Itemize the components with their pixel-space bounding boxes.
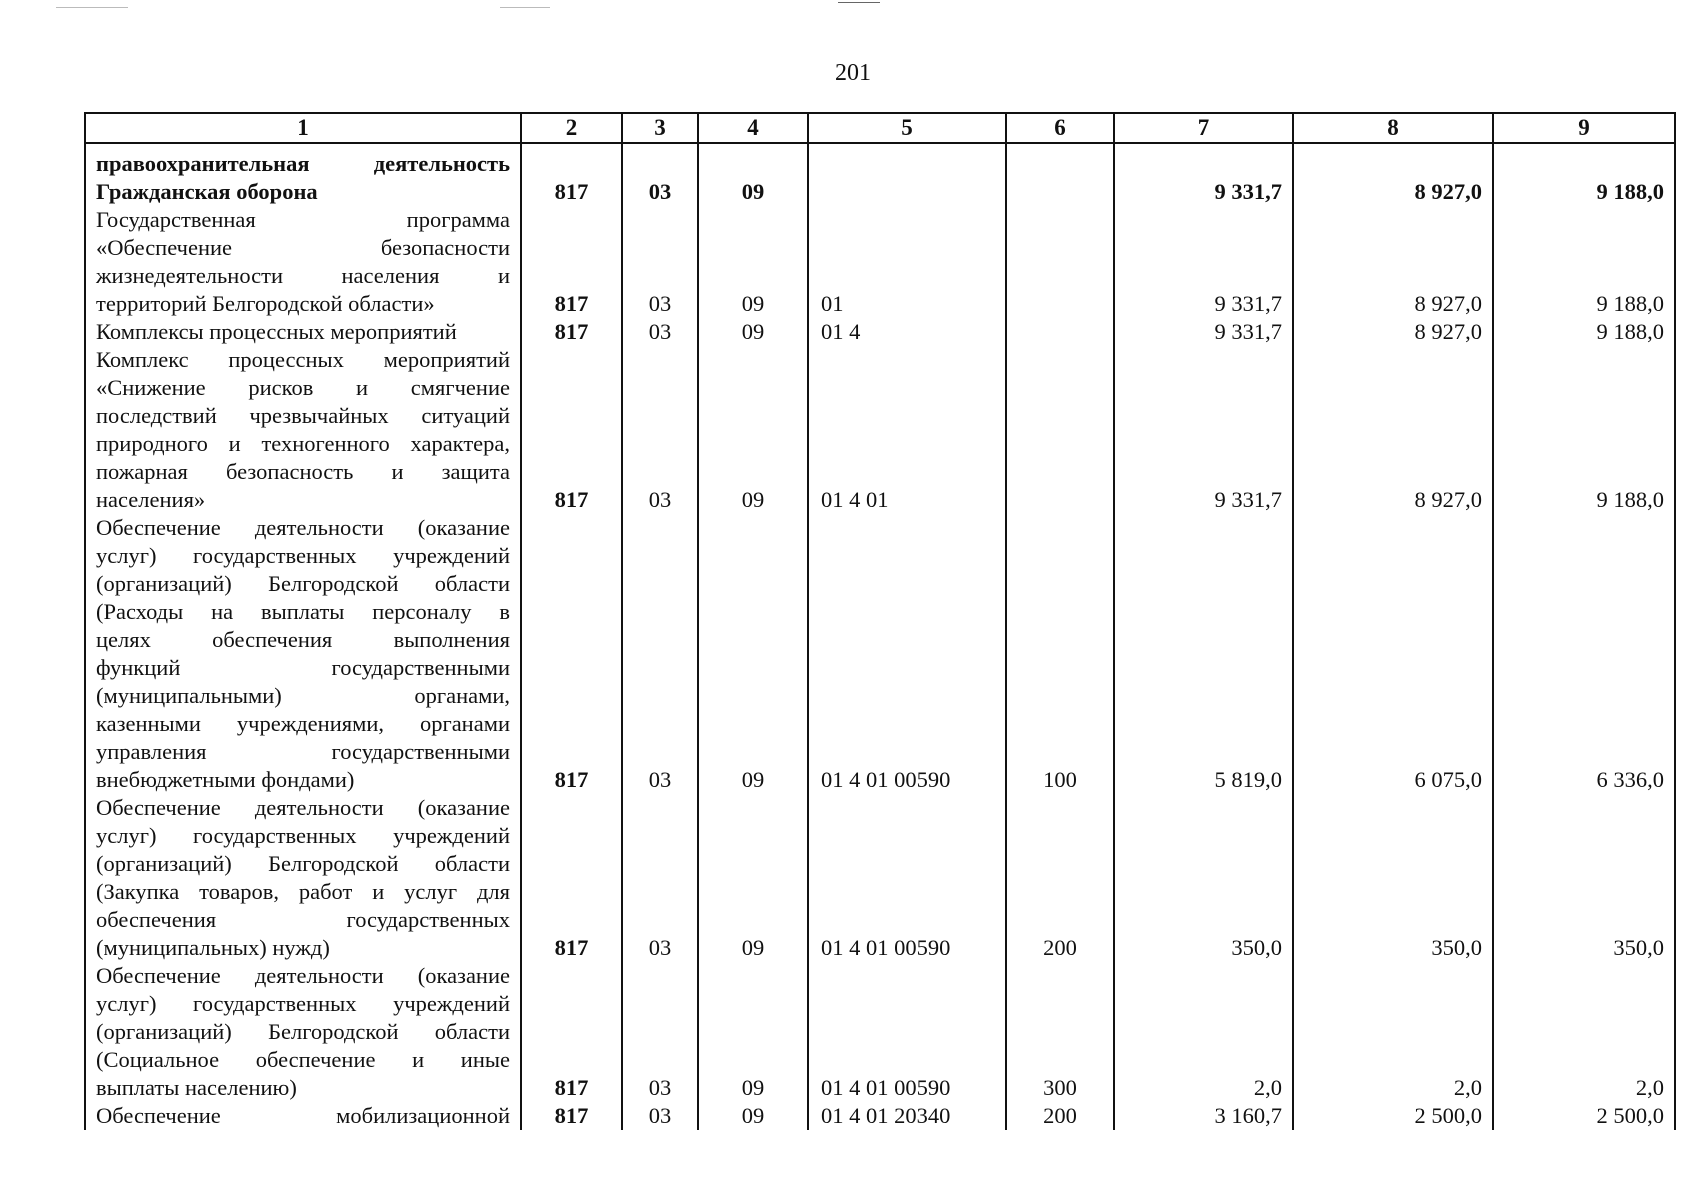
- row-name-cell: [85, 794, 521, 962]
- amount-cell: 9 188,0: [1493, 206, 1675, 318]
- amount-cell: 5 819,0: [1114, 514, 1293, 794]
- column-header: 3: [622, 113, 698, 143]
- expense-type-cell: [1006, 318, 1114, 346]
- expense-type-cell: 200: [1006, 1102, 1114, 1130]
- section-code-cell: 03: [622, 206, 698, 318]
- admin-code-cell: 817: [521, 962, 622, 1102]
- row-name-line: Государственная программа: [96, 207, 510, 232]
- subsection-code-cell: 09: [698, 143, 808, 206]
- column-header: 9: [1493, 113, 1675, 143]
- budget-table: [84, 112, 1676, 1130]
- section-code-cell: 03: [622, 143, 698, 206]
- amount-cell: 2,0: [1293, 962, 1493, 1102]
- row-name-line: правоохранительная деятельность: [96, 151, 510, 176]
- row-name-cell: [85, 1102, 521, 1130]
- row-name-line: услуг) государственных учреждений: [96, 991, 510, 1016]
- section-code-cell: 03: [622, 1102, 698, 1130]
- column-header: 6: [1006, 113, 1114, 143]
- target-article-cell: 01 4 01: [808, 346, 1006, 514]
- row-name-line: Комплекс процессных мероприятий: [96, 347, 510, 372]
- table-row: [85, 143, 1675, 206]
- page-number: 201: [835, 60, 871, 86]
- admin-code-cell: 817: [521, 514, 622, 794]
- row-name-line: (муниципальными) органами,: [96, 683, 510, 708]
- column-header: 8: [1293, 113, 1493, 143]
- row-name-cell: [85, 318, 521, 346]
- column-header: 5: [808, 113, 1006, 143]
- expense-type-cell: [1006, 206, 1114, 318]
- amount-cell: 2,0: [1493, 962, 1675, 1102]
- section-code-cell: 03: [622, 514, 698, 794]
- amount-cell: 9 331,7: [1114, 318, 1293, 346]
- expense-type-cell: [1006, 346, 1114, 514]
- row-name-line: Обеспечение деятельности (оказание: [96, 963, 510, 988]
- table-row: [85, 1102, 1675, 1130]
- row-name-cell: [85, 346, 521, 514]
- row-name-line: (организаций) Белгородской области: [96, 571, 510, 596]
- target-article-cell: 01 4 01 00590: [808, 794, 1006, 962]
- row-name-line: внебюджетными фондами): [96, 767, 355, 792]
- row-name-cell: [85, 143, 521, 206]
- row-name-line: (Социальное обеспечение и иные: [96, 1047, 510, 1072]
- subsection-code-cell: 09: [698, 1102, 808, 1130]
- amount-cell: 9 188,0: [1493, 318, 1675, 346]
- amount-cell: 8 927,0: [1293, 206, 1493, 318]
- row-name-line: (организаций) Белгородской области: [96, 1019, 510, 1044]
- row-name-line: выплаты населению): [96, 1075, 297, 1100]
- scan-mark: [56, 7, 128, 8]
- row-name-line: последствий чрезвычайных ситуаций: [96, 403, 510, 428]
- amount-cell: 2 500,0: [1293, 1102, 1493, 1130]
- row-name-line: «Снижение рисков и смягчение: [96, 375, 510, 400]
- row-name-line: услуг) государственных учреждений: [96, 543, 510, 568]
- expense-type-cell: 300: [1006, 962, 1114, 1102]
- table-row: [85, 206, 1675, 318]
- target-article-cell: 01: [808, 206, 1006, 318]
- row-name-line: (муниципальных) нужд): [96, 935, 330, 960]
- amount-cell: 9 188,0: [1493, 143, 1675, 206]
- scan-mark: [500, 7, 550, 8]
- amount-cell: 9 188,0: [1493, 346, 1675, 514]
- table-row: [85, 318, 1675, 346]
- amount-cell: 350,0: [1114, 794, 1293, 962]
- row-name-line: (Расходы на выплаты персоналу в: [96, 599, 510, 624]
- row-name-cell: [85, 962, 521, 1102]
- row-name-line: Обеспечение деятельности (оказание: [96, 515, 510, 540]
- row-name-line: пожарная безопасность и защита: [96, 459, 510, 484]
- section-code-cell: 03: [622, 962, 698, 1102]
- amount-cell: 9 331,7: [1114, 206, 1293, 318]
- row-name-line: функций государственными: [96, 655, 510, 680]
- table-body: [85, 143, 1675, 1130]
- amount-cell: 350,0: [1293, 794, 1493, 962]
- subsection-code-cell: 09: [698, 346, 808, 514]
- section-code-cell: 03: [622, 794, 698, 962]
- row-name-line: казенными учреждениями, органами: [96, 711, 510, 736]
- target-article-cell: 01 4 01 00590: [808, 962, 1006, 1102]
- row-name-line: Гражданская оборона: [96, 179, 318, 204]
- row-name-line: (организаций) Белгородской области: [96, 851, 510, 876]
- amount-cell: 8 927,0: [1293, 346, 1493, 514]
- row-name-cell: [85, 206, 521, 318]
- row-name-line: населения»: [96, 487, 206, 512]
- admin-code-cell: 817: [521, 206, 622, 318]
- amount-cell: 2,0: [1114, 962, 1293, 1102]
- table-row: [85, 794, 1675, 962]
- row-name-line: Обеспечение деятельности (оказание: [96, 795, 510, 820]
- section-code-cell: 03: [622, 346, 698, 514]
- column-header: 7: [1114, 113, 1293, 143]
- amount-cell: 8 927,0: [1293, 318, 1493, 346]
- row-name-line: жизнедеятельности населения и: [96, 263, 510, 288]
- target-article-cell: 01 4 01 20340: [808, 1102, 1006, 1130]
- subsection-code-cell: 09: [698, 794, 808, 962]
- admin-code-cell: 817: [521, 143, 622, 206]
- row-name-line: услуг) государственных учреждений: [96, 823, 510, 848]
- subsection-code-cell: 09: [698, 514, 808, 794]
- row-name-line: управления государственными: [96, 739, 510, 764]
- section-code-cell: 03: [622, 318, 698, 346]
- amount-cell: 6 336,0: [1493, 514, 1675, 794]
- amount-cell: 2 500,0: [1493, 1102, 1675, 1130]
- amount-cell: 6 075,0: [1293, 514, 1493, 794]
- admin-code-cell: 817: [521, 346, 622, 514]
- column-header: 1: [85, 113, 521, 143]
- row-name-line: Комплексы процессных мероприятий: [96, 319, 457, 344]
- row-name-line: природного и техногенного характера,: [96, 431, 510, 456]
- expense-type-cell: 200: [1006, 794, 1114, 962]
- row-name-line: Обеспечение мобилизационной: [96, 1103, 510, 1128]
- column-header: 4: [698, 113, 808, 143]
- admin-code-cell: 817: [521, 318, 622, 346]
- admin-code-cell: 817: [521, 794, 622, 962]
- table-row: [85, 514, 1675, 794]
- row-name-line: обеспечения государственных: [96, 907, 510, 932]
- scan-mark: [838, 2, 880, 3]
- expense-type-cell: [1006, 143, 1114, 206]
- amount-cell: 9 331,7: [1114, 346, 1293, 514]
- target-article-cell: [808, 143, 1006, 206]
- amount-cell: 9 331,7: [1114, 143, 1293, 206]
- row-name-line: целях обеспечения выполнения: [96, 627, 510, 652]
- target-article-cell: 01 4: [808, 318, 1006, 346]
- expense-type-cell: 100: [1006, 514, 1114, 794]
- target-article-cell: 01 4 01 00590: [808, 514, 1006, 794]
- column-header: 2: [521, 113, 622, 143]
- row-name-line: (Закупка товаров, работ и услуг для: [96, 879, 510, 904]
- subsection-code-cell: 09: [698, 206, 808, 318]
- subsection-code-cell: 09: [698, 318, 808, 346]
- row-name-cell: [85, 514, 521, 794]
- column-header-row: [85, 113, 1675, 143]
- row-name-line: «Обеспечение безопасности: [96, 235, 510, 260]
- amount-cell: 3 160,7: [1114, 1102, 1293, 1130]
- admin-code-cell: 817: [521, 1102, 622, 1130]
- subsection-code-cell: 09: [698, 962, 808, 1102]
- table-row: [85, 346, 1675, 514]
- amount-cell: 8 927,0: [1293, 143, 1493, 206]
- row-name-line: территорий Белгородской области»: [96, 291, 435, 316]
- table-row: [85, 962, 1675, 1102]
- amount-cell: 350,0: [1493, 794, 1675, 962]
